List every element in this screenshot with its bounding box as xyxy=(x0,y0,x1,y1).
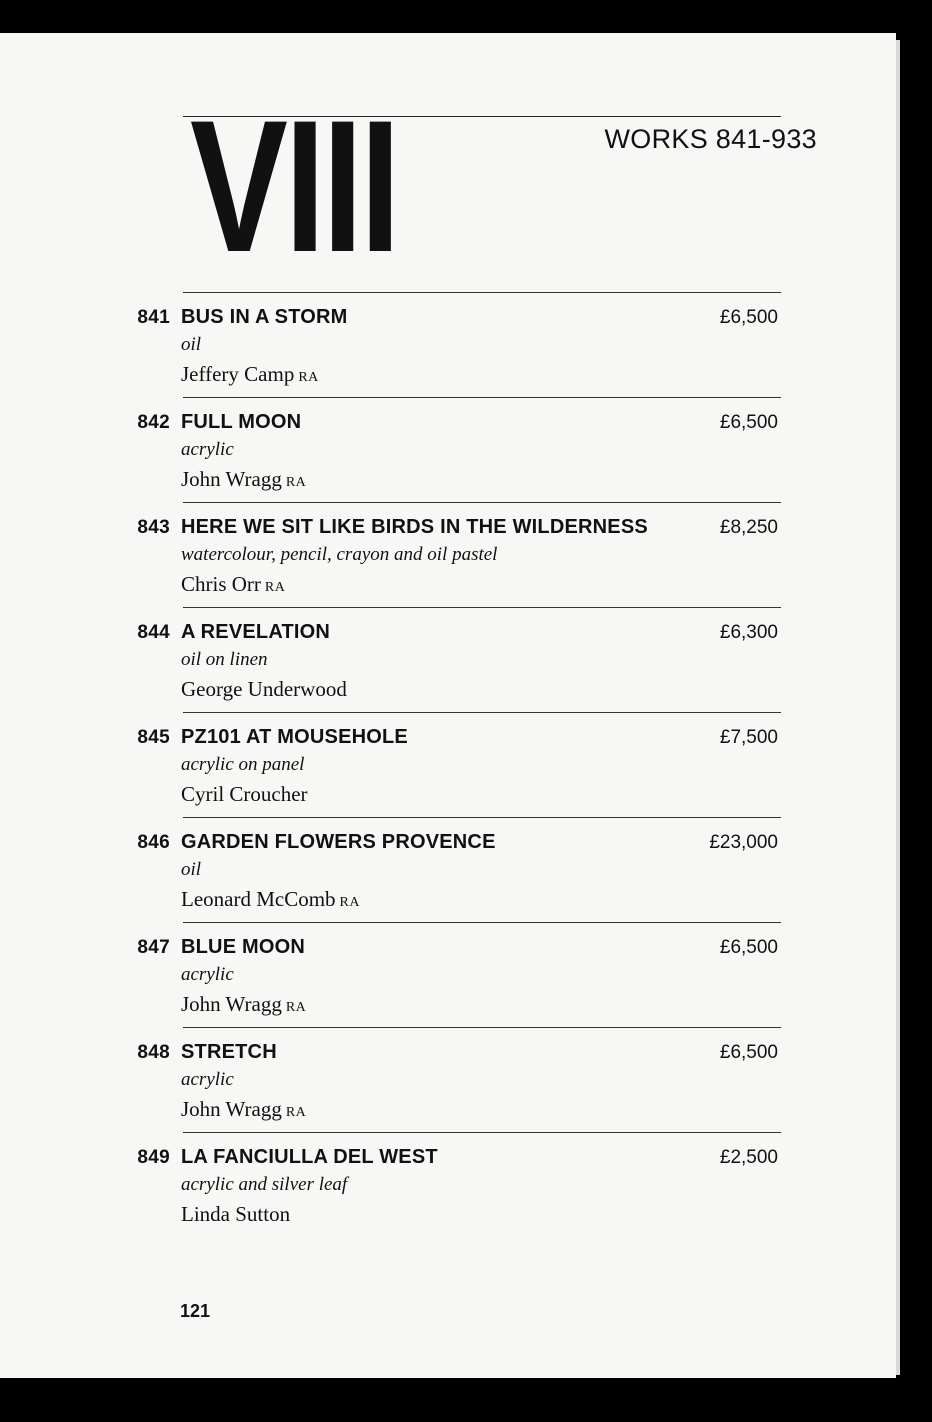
artist-name: Jeffery Camp xyxy=(181,362,295,386)
entry-medium: acrylic and silver leaf xyxy=(181,1174,348,1195)
entry xyxy=(0,712,896,817)
entry-medium: watercolour, pencil, crayon and oil pastel xyxy=(181,544,498,565)
entry-medium: oil xyxy=(181,859,202,880)
entry-artist xyxy=(181,467,306,492)
entry-medium: oil on linen xyxy=(181,649,268,670)
entry xyxy=(0,817,896,922)
entry-title: FULL MOON xyxy=(181,411,302,433)
entry-price: £6,500 xyxy=(719,937,778,958)
entry-number: 841 xyxy=(137,307,170,328)
entry xyxy=(0,607,896,712)
artist-name: John Wragg xyxy=(181,992,282,1016)
entry-number: 846 xyxy=(137,832,170,853)
entry-artist xyxy=(181,1097,306,1122)
artist-honour: RA xyxy=(298,370,319,385)
page-edge xyxy=(896,40,900,1375)
entry-number: 842 xyxy=(137,412,170,433)
entry-number: 845 xyxy=(137,727,170,748)
artist-name: Chris Orr xyxy=(181,572,261,596)
entry-number: 843 xyxy=(137,517,170,538)
entry-medium: acrylic xyxy=(181,1069,234,1090)
entry-artist xyxy=(181,992,306,1017)
entry-artist xyxy=(181,362,319,387)
entry-number: 844 xyxy=(137,622,170,643)
artist-honour: RA xyxy=(264,580,286,595)
entry xyxy=(0,502,896,607)
entry-rule xyxy=(183,817,781,818)
page-number: 121 xyxy=(180,1301,211,1321)
entry-artist xyxy=(181,782,312,807)
entry-rule xyxy=(183,607,781,608)
entry-rule xyxy=(183,397,781,398)
entry-rule xyxy=(183,292,781,293)
works-range: WORKS 841-933 xyxy=(604,124,817,154)
entry-medium: acrylic on panel xyxy=(181,754,305,775)
entry-number: 848 xyxy=(137,1042,170,1063)
entry-title: BLUE MOON xyxy=(181,936,306,958)
entry-rule xyxy=(183,502,781,503)
entry xyxy=(0,1132,896,1237)
entry-price: £23,000 xyxy=(709,832,778,853)
entry-number: 847 xyxy=(137,937,170,958)
entry-price: £8,250 xyxy=(719,517,778,538)
entry-rule xyxy=(183,1132,781,1133)
entry-title: PZ101 AT MOUSEHOLE xyxy=(181,726,408,748)
entry-rule xyxy=(183,1027,781,1028)
entry xyxy=(0,292,896,397)
entry-rule xyxy=(183,922,781,923)
artist-name: John Wragg xyxy=(181,467,282,491)
entry-artist xyxy=(181,677,351,702)
entry-title: GARDEN FLOWERS PROVENCE xyxy=(181,831,496,853)
entry-title: A REVELATION xyxy=(181,621,331,643)
entry-medium: acrylic xyxy=(181,964,234,985)
entry-rule xyxy=(183,712,781,713)
entry-title: BUS IN A STORM xyxy=(181,306,348,328)
entry-title: LA FANCIULLA DEL WEST xyxy=(181,1146,438,1168)
entry-artist xyxy=(181,572,285,597)
entry-price: £6,500 xyxy=(719,307,778,328)
artist-honour: RA xyxy=(339,895,360,910)
entry-medium: acrylic xyxy=(181,439,234,460)
artist-name: George Underwood xyxy=(181,677,347,701)
entry-title: HERE WE SIT LIKE BIRDS IN THE WILDERNESS xyxy=(181,516,648,538)
artist-honour: RA xyxy=(285,1000,307,1015)
entry xyxy=(0,397,896,502)
entry-medium: oil xyxy=(181,334,202,355)
artist-name: Linda Sutton xyxy=(181,1202,291,1226)
artist-name: John Wragg xyxy=(181,1097,282,1121)
artist-name: Leonard McComb xyxy=(181,887,336,911)
artist-honour: RA xyxy=(285,475,307,490)
entry-price: £2,500 xyxy=(719,1147,778,1168)
entry-price: £6,500 xyxy=(719,412,778,433)
entry xyxy=(0,1027,896,1132)
entry-price: £6,500 xyxy=(719,1042,778,1063)
artist-name: Cyril Croucher xyxy=(181,782,308,806)
entry-number: 849 xyxy=(137,1147,170,1168)
artist-honour: RA xyxy=(285,1105,307,1120)
entry-price: £6,300 xyxy=(719,622,778,643)
gallery-numeral: VIII xyxy=(190,81,398,291)
entry-title: STRETCH xyxy=(181,1041,277,1063)
entry-price: £7,500 xyxy=(719,727,778,748)
entry-artist xyxy=(181,887,360,912)
entry-artist xyxy=(181,1202,294,1227)
entry xyxy=(0,922,896,1027)
